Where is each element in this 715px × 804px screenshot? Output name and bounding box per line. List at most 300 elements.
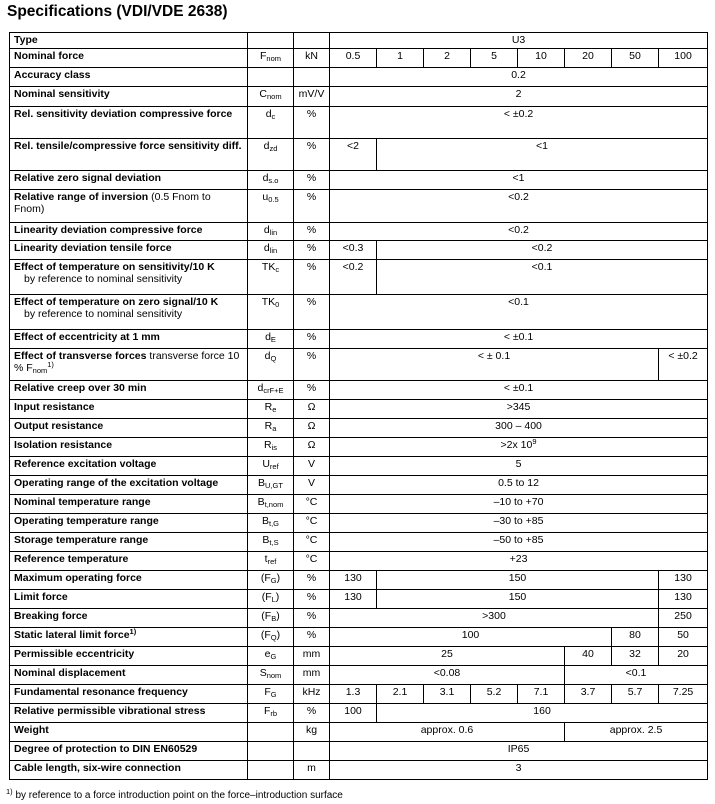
spec-value-text: 100	[461, 629, 480, 641]
spec-value-text: 5	[515, 458, 522, 470]
symbol-text: R	[263, 439, 272, 451]
spec-row	[10, 590, 708, 609]
spec-unit: V	[294, 476, 330, 495]
spec-value-text: 20	[582, 50, 594, 62]
spec-value-text: <0.2	[531, 242, 553, 254]
spec-value	[330, 49, 377, 68]
spec-unit	[294, 33, 330, 49]
symbol-subscript: ref	[269, 462, 279, 471]
spec-value-text: 3	[515, 762, 522, 774]
spec-unit	[294, 742, 330, 761]
symbol-text: u	[262, 191, 269, 203]
symbol-subscript: lin	[269, 228, 278, 237]
spec-value-exponent: 9	[532, 437, 537, 446]
spec-value	[330, 723, 565, 742]
symbol-text: C	[259, 88, 267, 100]
spec-label-text: Reference temperature	[14, 553, 129, 565]
spec-value	[330, 704, 377, 723]
spec-label-text: Cable length, six-wire connection	[14, 762, 181, 774]
spec-unit	[294, 68, 330, 87]
spec-label-text: Relative range of inversion	[14, 191, 149, 203]
page-title: Specifications (VDI/VDE 2638)	[7, 3, 228, 20]
spec-label-text: Degree of protection to DIN EN60529	[14, 743, 198, 755]
spec-value	[330, 438, 708, 457]
symbol-text: d	[263, 140, 270, 152]
spec-value-text: 130	[344, 572, 362, 584]
spec-unit: Ω	[294, 400, 330, 419]
spec-value-text: 7.25	[672, 686, 694, 698]
symbol-text: TK	[261, 261, 276, 273]
spec-label	[10, 590, 248, 609]
spec-label-text: Linearity deviation tensile force	[14, 242, 172, 254]
symbol-subscript: 0	[275, 300, 280, 309]
spec-label-text: Effect of transverse forces	[14, 350, 147, 362]
spec-unit: mm	[294, 647, 330, 666]
spec-value-text: 3.1	[439, 686, 455, 698]
spec-unit: kg	[294, 723, 330, 742]
symbol-text: F	[264, 686, 271, 698]
spec-row	[10, 742, 708, 761]
spec-unit: %	[294, 107, 330, 139]
spec-label-subtext: by reference to nominal sensitivity	[24, 308, 183, 320]
spec-row	[10, 438, 708, 457]
spec-label-text: Accuracy class	[14, 69, 91, 81]
spec-row	[10, 33, 708, 49]
spec-row	[10, 685, 708, 704]
spec-symbol	[248, 438, 294, 457]
spec-value	[330, 381, 708, 400]
spec-unit: %	[294, 295, 330, 330]
spec-label-text: Storage temperature range	[14, 534, 149, 546]
spec-row	[10, 68, 708, 87]
symbol-subscript: e	[272, 405, 277, 414]
spec-label-text: Rel. sensitivity deviation compressive force	[14, 108, 233, 120]
spec-value	[330, 33, 708, 49]
spec-value	[377, 241, 708, 260]
spec-unit: °C	[294, 552, 330, 571]
spec-symbol	[248, 381, 294, 400]
spec-label	[10, 476, 248, 495]
spec-label-text: Rel. tensile/compressive force sensitivity diff.	[14, 140, 242, 152]
spec-value-text: –50 to +85	[493, 534, 544, 546]
spec-unit: %	[294, 241, 330, 260]
spec-value	[565, 647, 612, 666]
spec-row	[10, 666, 708, 685]
spec-symbol	[248, 330, 294, 349]
spec-label-text: Breaking force	[14, 610, 88, 622]
spec-row	[10, 495, 708, 514]
spec-label	[10, 628, 248, 647]
spec-value	[330, 514, 708, 533]
spec-value	[330, 400, 708, 419]
spec-value-text: <0.2	[342, 261, 364, 273]
spec-label	[10, 87, 248, 107]
spec-value-text: 300 – 400	[495, 420, 542, 432]
symbol-text: (F	[261, 610, 272, 622]
spec-value	[518, 49, 565, 68]
symbol-subscript: zd	[269, 144, 278, 153]
footnote-text: by reference to a force introduction point on the force–introduction surface	[12, 790, 343, 801]
spec-value-text: 20	[677, 648, 689, 660]
spec-unit: %	[294, 171, 330, 190]
spec-row	[10, 223, 708, 241]
spec-value-text: +23	[509, 553, 528, 565]
spec-value-text: –10 to +70	[493, 496, 544, 508]
spec-value-text: 32	[629, 648, 641, 660]
spec-label-text: Linearity deviation compressive force	[14, 224, 203, 236]
spec-unit: %	[294, 330, 330, 349]
spec-label	[10, 49, 248, 68]
spec-value-text: 7.1	[533, 686, 549, 698]
spec-value-text: 130	[674, 591, 692, 603]
spec-row	[10, 260, 708, 295]
spec-label	[10, 190, 248, 223]
spec-symbol	[248, 68, 294, 87]
spec-label-subtext: by reference to nominal sensitivity	[24, 273, 183, 285]
spec-row	[10, 628, 708, 647]
symbol-subscript: rb	[270, 709, 278, 718]
spec-row	[10, 704, 708, 723]
spec-label	[10, 400, 248, 419]
spec-value-text: 150	[508, 572, 527, 584]
spec-value-text: 100	[344, 705, 362, 717]
spec-label-note: (0.5 Fnom to Fnom)	[14, 191, 211, 215]
spec-label-text: Effect of temperature on sensitivity/10 K	[14, 261, 215, 273]
spec-value-text: 100	[674, 50, 692, 62]
spec-symbol	[248, 107, 294, 139]
symbol-suffix: )	[276, 610, 280, 622]
spec-value	[565, 49, 612, 68]
spec-value-text: 5	[491, 50, 497, 62]
symbol-text: d	[263, 242, 270, 254]
spec-row	[10, 419, 708, 438]
spec-value	[612, 647, 659, 666]
spec-symbol	[248, 349, 294, 381]
spec-unit: %	[294, 381, 330, 400]
spec-symbol	[248, 761, 294, 780]
spec-label-text: Effect of temperature on zero signal/10 K	[14, 296, 219, 308]
spec-symbol	[248, 87, 294, 107]
spec-value	[424, 49, 471, 68]
symbol-text: d	[265, 331, 271, 343]
spec-value-text: –30 to +85	[493, 515, 544, 527]
spec-value-text: 2	[444, 50, 450, 62]
spec-value	[612, 685, 659, 704]
symbol-subscript: lin	[269, 246, 278, 255]
spec-row	[10, 49, 708, 68]
spec-value-text: <0.1	[531, 261, 553, 273]
spec-label	[10, 68, 248, 87]
symbol-subscript: ref	[267, 557, 277, 566]
spec-value-text: 2	[515, 88, 522, 100]
spec-unit: %	[294, 609, 330, 628]
footnote	[6, 787, 343, 801]
spec-value-text: IP65	[507, 743, 530, 755]
spec-value	[330, 107, 708, 139]
spec-symbol	[248, 571, 294, 590]
spec-label	[10, 330, 248, 349]
spec-label	[10, 552, 248, 571]
spec-value-text: 3.7	[580, 686, 596, 698]
spec-label	[10, 107, 248, 139]
spec-value-text: < ±0.1	[503, 331, 534, 343]
symbol-suffix: )	[276, 572, 281, 584]
spec-unit: mV/V	[294, 87, 330, 107]
spec-value	[424, 685, 471, 704]
spec-value	[330, 419, 708, 438]
symbol-subscript: Q	[270, 633, 277, 642]
spec-label	[10, 571, 248, 590]
symbol-text: R	[264, 420, 273, 432]
spec-symbol	[248, 223, 294, 241]
spec-label	[10, 533, 248, 552]
symbol-text: d	[262, 172, 269, 184]
spec-symbol	[248, 704, 294, 723]
spec-value	[565, 666, 708, 685]
spec-unit: %	[294, 223, 330, 241]
spec-label	[10, 419, 248, 438]
spec-value	[330, 552, 708, 571]
spec-row	[10, 533, 708, 552]
footnote-ref: 1)	[47, 360, 54, 369]
spec-label	[10, 241, 248, 260]
spec-unit: °C	[294, 514, 330, 533]
spec-symbol	[248, 723, 294, 742]
symbol-text: F	[259, 50, 267, 62]
symbol-subscript: Q	[270, 354, 277, 363]
spec-value-text: U3	[511, 34, 526, 46]
spec-value-text: <0.1	[625, 667, 647, 679]
spec-label-text: Nominal temperature range	[14, 496, 151, 508]
symbol-subscript: a	[272, 424, 277, 433]
spec-value-text: 250	[674, 610, 692, 622]
spec-value	[330, 666, 565, 685]
spec-value	[330, 190, 708, 223]
symbol-text: S	[259, 667, 267, 679]
symbol-suffix: )	[275, 591, 280, 603]
spec-value	[330, 68, 708, 87]
spec-value-text: < ±0.1	[503, 382, 534, 394]
spec-symbol	[248, 552, 294, 571]
spec-label	[10, 685, 248, 704]
symbol-text: d	[265, 108, 272, 120]
spec-unit: Ω	[294, 419, 330, 438]
symbol-text: (F	[261, 591, 272, 603]
spec-symbol	[248, 190, 294, 223]
spec-label-text: Output resistance	[14, 420, 104, 432]
symbol-text: B	[258, 477, 266, 489]
spec-value	[330, 241, 377, 260]
spec-value	[565, 685, 612, 704]
spec-value-text: <0.3	[342, 242, 364, 254]
symbol-text: U	[262, 458, 270, 470]
spec-value-text: <0.2	[508, 191, 529, 203]
spec-label	[10, 457, 248, 476]
spec-symbol	[248, 419, 294, 438]
spec-row	[10, 514, 708, 533]
spec-value-text: 80	[629, 629, 641, 641]
spec-value	[330, 87, 708, 107]
spec-row	[10, 190, 708, 223]
spec-label	[10, 349, 248, 381]
spec-value	[330, 590, 377, 609]
spec-value-text: <0.1	[508, 296, 529, 308]
spec-unit: %	[294, 590, 330, 609]
spec-unit: mm	[294, 666, 330, 685]
spec-row	[10, 571, 708, 590]
spec-symbol	[248, 514, 294, 533]
spec-value	[612, 49, 659, 68]
spec-value	[330, 628, 612, 647]
spec-value	[377, 590, 659, 609]
spec-value	[330, 742, 708, 761]
symbol-text: (F	[260, 572, 271, 584]
spec-value	[330, 761, 708, 780]
spec-row	[10, 761, 708, 780]
symbol-text: TK	[261, 296, 276, 308]
spec-value	[330, 457, 708, 476]
symbol-subscript: L	[271, 595, 276, 604]
spec-label	[10, 704, 248, 723]
symbol-text: d	[264, 350, 271, 362]
spec-label	[10, 647, 248, 666]
spec-value	[659, 685, 708, 704]
spec-value-text: < ±0.2	[503, 108, 534, 120]
spec-value-text: < ±0.2	[668, 350, 698, 362]
symbol-subscript: G	[270, 576, 277, 585]
spec-symbol	[248, 400, 294, 419]
spec-label-text: Operating range of the excitation voltage	[14, 477, 219, 489]
spec-label	[10, 139, 248, 171]
spec-value	[659, 349, 708, 381]
spec-row	[10, 139, 708, 171]
spec-unit: kHz	[294, 685, 330, 704]
spec-symbol	[248, 457, 294, 476]
spec-label-text: Limit force	[14, 591, 68, 603]
spec-value-text: <2	[347, 140, 359, 152]
spec-value-text: 50	[677, 629, 689, 641]
spec-label-text: Reference excitation voltage	[14, 458, 157, 470]
spec-label	[10, 171, 248, 190]
spec-value	[330, 609, 659, 628]
spec-symbol	[248, 33, 294, 49]
spec-value-text: 5.2	[486, 686, 502, 698]
spec-value	[377, 139, 708, 171]
spec-value-text: >2x 10	[500, 439, 533, 451]
spec-value-text: 160	[533, 705, 551, 717]
spec-value	[471, 685, 518, 704]
spec-value-text: 5.7	[627, 686, 643, 698]
spec-label	[10, 223, 248, 241]
symbol-text: t	[264, 553, 268, 565]
spec-unit: %	[294, 571, 330, 590]
spec-label	[10, 33, 248, 49]
spec-value	[330, 349, 659, 381]
spec-value-text: < ± 0.1	[477, 350, 511, 362]
spec-unit: Ω	[294, 438, 330, 457]
spec-value	[330, 260, 377, 295]
spec-label-text: Maximum operating force	[14, 572, 142, 584]
spec-symbol	[248, 260, 294, 295]
spec-row	[10, 171, 708, 190]
spec-label-text: Permissible eccentricity	[14, 648, 135, 660]
spec-row	[10, 400, 708, 419]
symbol-subscript: U,GT	[265, 481, 283, 490]
spec-value-text: approx. 2.5	[609, 724, 663, 736]
spec-value	[330, 295, 708, 330]
symbol-subscript: t,G	[269, 519, 280, 528]
spec-symbol	[248, 295, 294, 330]
spec-symbol	[248, 666, 294, 685]
symbol-subscript: nom	[266, 671, 282, 680]
spec-symbol	[248, 609, 294, 628]
spec-value-text: 10	[535, 50, 547, 62]
spec-symbol	[248, 171, 294, 190]
spec-row	[10, 476, 708, 495]
symbol-text: F	[263, 705, 271, 717]
spec-label	[10, 723, 248, 742]
spec-value-text: 0.5 to 12	[498, 477, 539, 489]
symbol-text: B	[262, 534, 270, 546]
footnote-mark: 1)	[6, 787, 13, 796]
symbol-subscript: c	[275, 265, 280, 274]
symbol-text: B	[257, 496, 265, 508]
spec-label	[10, 260, 248, 295]
symbol-suffix: )	[276, 629, 281, 641]
spec-label-text: Type	[14, 34, 38, 46]
spec-unit: kN	[294, 49, 330, 68]
spec-row	[10, 381, 708, 400]
spec-label-text: Relative creep over 30 min	[14, 382, 147, 394]
spec-value	[659, 571, 708, 590]
spec-label-text: Effect of eccentricity at 1 mm	[14, 331, 160, 343]
spec-value	[659, 647, 708, 666]
spec-unit: V	[294, 457, 330, 476]
symbol-text: R	[264, 401, 273, 413]
specifications-table	[9, 32, 708, 780]
symbol-subscript: E	[270, 335, 276, 344]
spec-unit: %	[294, 349, 330, 381]
symbol-subscript: c	[271, 112, 276, 121]
spec-value	[330, 685, 377, 704]
spec-row	[10, 87, 708, 107]
spec-row	[10, 647, 708, 666]
spec-label	[10, 666, 248, 685]
spec-symbol	[248, 742, 294, 761]
spec-symbol	[248, 647, 294, 666]
spec-label	[10, 609, 248, 628]
spec-value	[330, 571, 377, 590]
symbol-subscript: G	[270, 690, 277, 699]
spec-unit: °C	[294, 533, 330, 552]
spec-value	[330, 223, 708, 241]
spec-value-text: <1	[512, 172, 525, 184]
spec-value-text: 130	[674, 572, 692, 584]
spec-value	[377, 49, 424, 68]
spec-label-text: Input resistance	[14, 401, 95, 413]
spec-value-text: 50	[629, 50, 641, 62]
spec-row	[10, 552, 708, 571]
spec-label-text: Nominal sensitivity	[14, 88, 110, 100]
spec-value	[659, 628, 708, 647]
spec-value	[330, 330, 708, 349]
spec-value-text: 40	[582, 648, 594, 660]
spec-label	[10, 514, 248, 533]
spec-label-text: Nominal force	[14, 50, 85, 62]
spec-value	[518, 685, 565, 704]
spec-value	[659, 49, 708, 68]
spec-value	[565, 723, 708, 742]
